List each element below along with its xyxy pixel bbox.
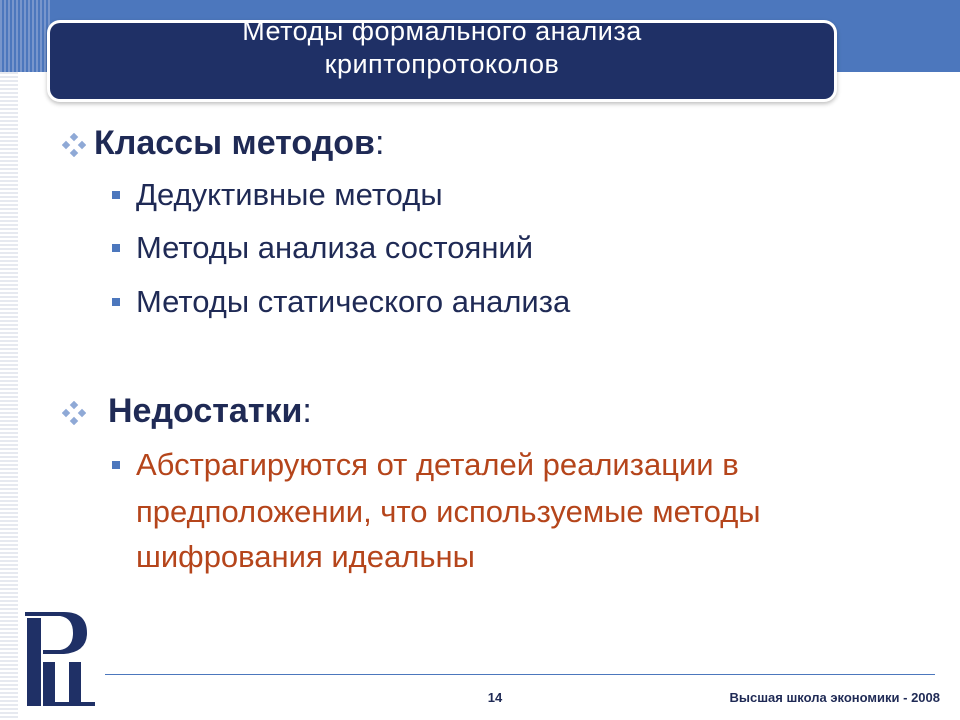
header-band-stripes: [0, 0, 50, 72]
square-bullet-icon: [112, 191, 120, 199]
list-item: Дедуктивные методы: [136, 177, 443, 212]
square-bullet-icon: [112, 461, 120, 469]
decorative-stripes: [0, 0, 18, 720]
list-item: Методы статического анализа: [136, 284, 571, 319]
list-item-line: предположении, что используемые методы: [136, 494, 761, 529]
section-heading-colon: :: [374, 124, 385, 162]
section-heading-drawbacks: [108, 392, 312, 431]
diamond-cluster-icon: [62, 133, 86, 157]
square-bullet-icon: [112, 298, 120, 306]
hse-logo: [20, 605, 102, 713]
slide-title-line1: Методы формального анализа: [242, 16, 642, 46]
footer-text: Высшая школа экономики - 2008: [729, 690, 940, 705]
footer-divider: [105, 674, 935, 675]
section-heading-drawbacks-text: Недостатки: [108, 392, 303, 430]
slide-title-line2: криптопротоколов: [324, 49, 560, 79]
section-heading-colon: :: [302, 392, 312, 430]
list-item-line: Абстрагируются от деталей реализации в: [136, 447, 739, 482]
section-heading-methods-text: Классы методов: [94, 124, 375, 162]
section-heading-methods: [94, 124, 384, 163]
diamond-cluster-icon: [62, 401, 86, 425]
list-item: Методы анализа состояний: [136, 230, 534, 265]
slide-title-box: [50, 16, 834, 99]
page-number: 14: [487, 690, 503, 705]
square-bullet-icon: [112, 244, 120, 252]
list-item-line: шифрования идеальны: [136, 539, 475, 574]
